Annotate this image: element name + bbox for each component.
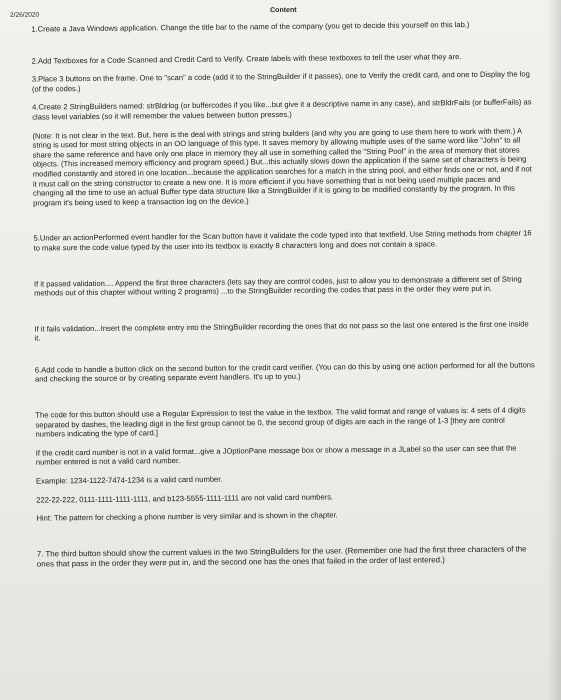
assignment-content (31, 19, 537, 578)
step-3: 3.Place 3 buttons on the frame. One to "scan" a code (add it to the StringBuilder if it passes), one to Verify the credit card, and one to Display the log (of the codes.) (31, 69, 530, 94)
hint-paragraph: Hint: The pattern for checking a phone number is very similar and is shown in the chapter. (36, 510, 338, 523)
pass-validation-paragraph: If it passed validation.... Append the first three characters (lets say they are control codes, just to allow you to demonstrate a different set of String methods out of this chapter without writing 2 programs) ...to the StringBuilder recording the codes that pass in the order they were put in. (33, 273, 522, 298)
page-header-title: Content (270, 6, 297, 15)
invalid-message-paragraph: If the credit card number is not in a valid format...give a JOptionPane message box or show a message in a JLabel so the user can see that the number entered is not a valid card number. (35, 443, 517, 468)
note-paragraph: (Note: It is not clear in the text. But, here is the deal with strings and string builders (and why you are going to use them here to work with them.) A string is used for most string objects in an OO language of this type. It saves memory by allowing multiple uses of the same word like "John" to all share the same reference and have only one place in memory they all use in something called the "String Pool" in the area of memory that stores objects. (This increased memory efficiency and program speed.) But...this actually slows down the application if the same set of characters is being modified constantly and stored in one location...because the application searches for a match in the string pool, and either finds one or not, and if not it must call on the string constructor to create a new one. It is more efficient if you have something that is not being used multiple paces and changing all the time to use an actual Buffer type data structure like a StringBuilder if it is going to be modified constantly by the program. In this program it's being used to keep a transaction log on the device.) (32, 126, 532, 208)
page-shadow (547, 0, 561, 700)
step-2: 2.Add Textboxes for a Code Scanned and Credit Card to Verify. Create labels with these textboxes to tell the user what they are. (31, 51, 462, 66)
invalid-examples: 222-22-222, 0111-1111-1111-1111, and b123-5555-1111-1111 are not valid card numbers. (36, 492, 334, 505)
valid-example: Example: 1234-1122-7474-1234 is a valid card number. (35, 474, 223, 486)
fail-validation-paragraph: If it fails validation...Insert the complete entry into the StringBuilder recording the ones that do not pass so the last one entered is the first one inside it. (34, 319, 529, 343)
step-1: 1.Create a Java Windows application. Change the title bar to the name of the company (you get to decide this yourself on this lab.) (31, 20, 470, 34)
step-4: 4.Create 2 StringBuilders named: strBldrlog (or buffercodes if you like...but give it a descriptive name in any case), and strBldrFails (or bufferFails) as class level variables (so it will remember the values between button presses.) (32, 97, 532, 122)
step-6: 6.Add code to handle a button click on the second button for the credit card verifier. (You can do this by using one action performed for all the buttons and checking the source or by creating separate event handlers. It's up to you.) (34, 360, 535, 385)
print-date: 2/26/2020 (10, 11, 40, 19)
step-7: 7. The third button should show the current values in the two StringBuilders for the user. (Remember one had the first three characters of the ones that pass in the order they were put in, and the second one has the ones that failed in the order of last entered.) (36, 544, 527, 569)
regex-paragraph: The code for this button should use a Regular Expression to test the value in the textbox. The valid format and range of values is: 4 sets of 4 digits separated by dashes, the leading digit in the first group cannot be 0, the second group of digits are each in the range of 1-3 [they are control numbers indicating the type of card.] (35, 405, 526, 439)
step-5: 5.Under an actionPerformed event handler for the Scan button have it validate the code typed into that textfield. Use String methods from chapter 16 to make sure the code value typed by the user into its textbox is exactly 8 characters long and does not contain a space. (33, 228, 532, 253)
